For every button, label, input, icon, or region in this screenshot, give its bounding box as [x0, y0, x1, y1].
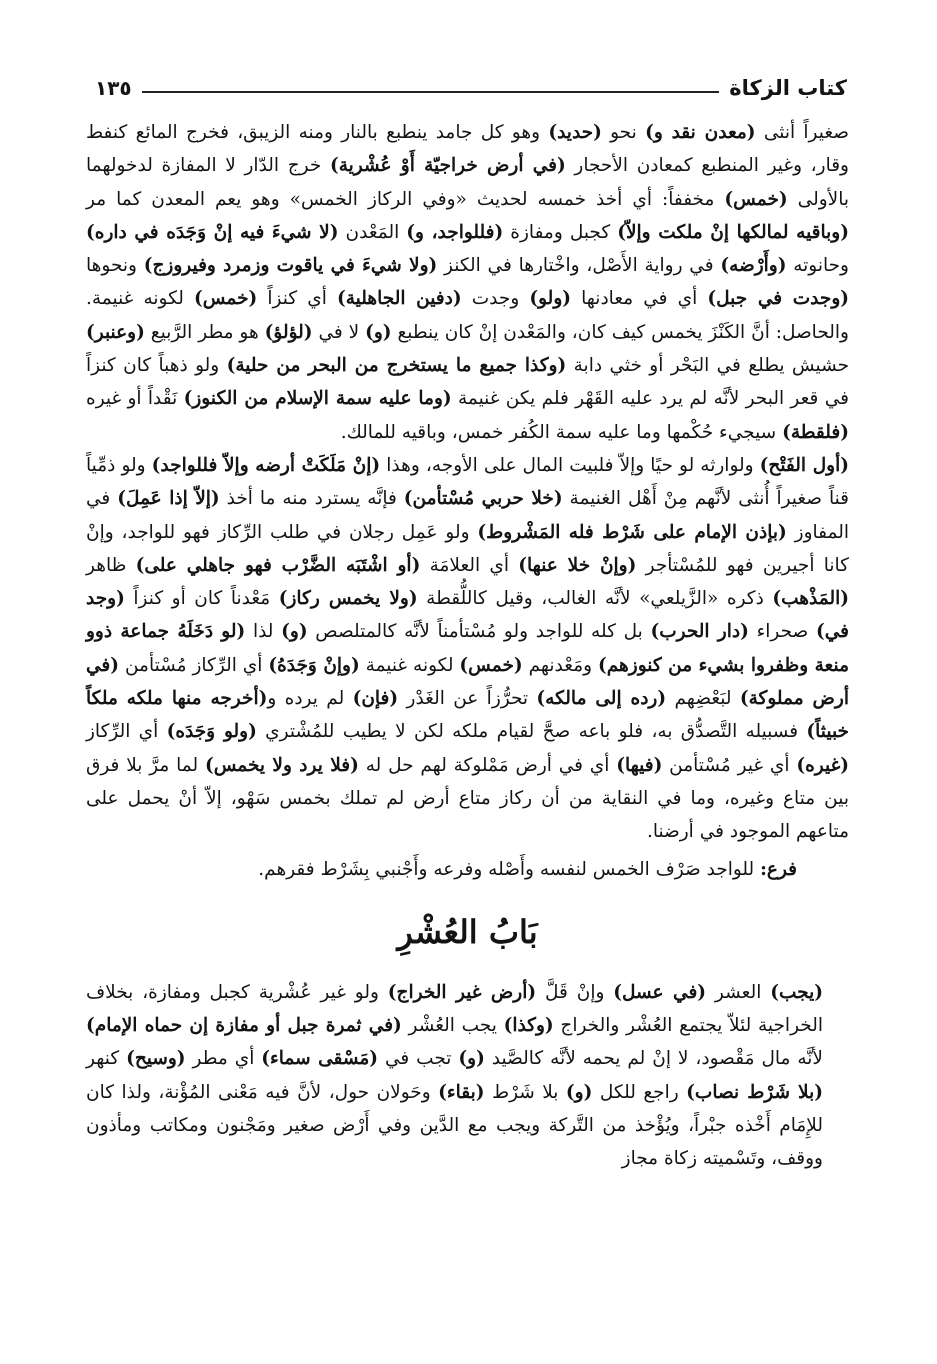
sharh-run: مخففاً: أي أخذ خمسه لحديث «وفي الركاز الخمس» وهو يعم المعدن كما مر — [86, 188, 725, 210]
sharh-run: أي الرِّكاز — [86, 721, 167, 743]
bold-matn-run: (لو دَخَلَهُ جماعة ذوو منعة وظفروا بشيء من كنوزهم) — [86, 621, 849, 676]
sharh-run: لكونه غنيمة. والحاصل: أنَّ الكَنْزَ يخمس كيف كان، والمَعْدن إنْ كان ينطبع — [86, 288, 849, 343]
bold-matn-run: (خمس) — [194, 288, 258, 310]
sharh-run: سيجيء حُكْمها وما عليه سمة الكُفر خمس، وباقيه للمالك. — [340, 421, 783, 443]
bold-matn-run: (فلقطة) — [782, 421, 849, 443]
sharh-run: ومَعْدنهم — [522, 654, 598, 676]
sharh-run: يجب العُشْر — [401, 1015, 504, 1037]
bold-matn-run: (غيره) — [796, 754, 849, 776]
bold-matn-run: (خلا حربي مُسْتأمن) — [403, 488, 563, 510]
bold-matn-run: (خمس) — [459, 654, 523, 676]
bold-matn-run: (و) — [365, 321, 392, 343]
sharh-run: في المفاوز — [86, 488, 849, 543]
bold-matn-run: (بإذن الإمام على شَرْط فله المَشْروط) — [477, 521, 787, 543]
section-title: بَابُ العُشْرِ — [397, 912, 538, 951]
sharh-run: ولوارثه لو حيًا وإلاّ فلبيت المال على الأوجه، وهذا — [380, 454, 760, 476]
bold-matn-run: (لؤلؤ) — [264, 321, 313, 343]
bold-matn-run: (وجدت في جبل) — [707, 288, 850, 310]
sharh-run: لأنَّه مال مَقْصود، لا إنْ لم يحمه لأنَّه كالصَّيد — [484, 1048, 823, 1070]
bold-matn-run: (ولا يخمس ركاز) — [278, 588, 418, 610]
running-header — [95, 70, 847, 106]
bold-matn-run: (إلاّ إذا عَمِلَ) — [117, 488, 220, 510]
bold-matn-run: (ولا شيءَ في ياقوت وزمرد وفيروزج) — [143, 255, 438, 277]
bold-matn-run: (وكذا جميع ما يستخرج من البحر من حلية) — [226, 355, 567, 377]
bold-matn-run: (فيها) — [616, 754, 663, 776]
sharh-run: تحرُّزاً عن الغَدْر — [398, 688, 537, 710]
sharh-run: ولو غير عُشْرية كجبل ومفازة، بخلاف الخراجية لئلاّ يجتمع العُشْر والخراج — [86, 981, 823, 1037]
sharh-run: ظاهر — [86, 554, 136, 576]
sharh-run: لا في — [312, 321, 366, 343]
bold-matn-run: فرع: — [760, 858, 797, 880]
sharh-run: وهو كل جامد ينطبع بالنار ومنه الزيبق، فخرج المائع كنفط وقار، وغير المنطبع كمعادن الأحجار — [86, 122, 849, 177]
sharh-run: أي غير مُسْتأمن — [662, 754, 797, 776]
sharh-run: ونحوها — [86, 255, 144, 277]
bold-matn-run: (فللواجد، و) — [406, 221, 504, 243]
bold-matn-run: (ولو) — [529, 288, 572, 310]
sharh-run: نَقْداً أو غيره — [86, 388, 184, 410]
bold-matn-run: (خمس) — [724, 188, 788, 210]
bold-matn-run: (وباقيه لمالكها إنْ ملكت وإلاّ) — [617, 221, 849, 243]
bold-matn-run: (وإنْ خلا عنها) — [518, 554, 637, 576]
sharh-run: أي الرِّكاز مُسْتأمن — [119, 654, 269, 676]
sharh-run: أي مطر — [185, 1048, 262, 1070]
sharh-run: فسبيله التَّصدُّق به، فلو باعه صحَّ لقيام ملكه لكن لا يطيب للمُشْتري — [256, 721, 807, 743]
header-rule — [142, 91, 720, 93]
sharh-run: مَعْدناً كان أو كنزاً — [124, 588, 279, 610]
sharh-run: أي العلامَة — [420, 554, 519, 576]
sharh-run: المَعْدن — [338, 221, 407, 243]
bold-matn-run: (بقاء) — [438, 1081, 485, 1103]
bold-matn-run: (أرض غير الخراج) — [387, 981, 537, 1003]
bold-matn-run: (لا شيءَ فيه إنْ وَجَدَه في داره) — [86, 221, 339, 243]
sharh-run: فإنَّه يسترد منه ما أخذ — [219, 488, 404, 510]
bold-matn-run: (دفين الجاهلية) — [336, 288, 462, 310]
sharh-run: بل كله للواجد ولو مُسْتأمناً لأنَّه كالمتلصص — [307, 621, 651, 643]
bold-matn-run: (إنْ مَلَكَتْ أرضه وإلاّ فللواجد) — [151, 454, 381, 476]
bold-matn-run: (وما عليه سمة الإسلام من الكنوز) — [183, 388, 452, 410]
bold-matn-run: (وسيح) — [126, 1048, 186, 1070]
sharh-run: أي في أرض مَمْلوكة لهم حل له — [358, 754, 617, 776]
bold-matn-run: (حديد) — [548, 122, 602, 143]
sharh-run: ولو عَمِل رجلان في طلب الرِّكاز فهو للواجد، وإنْ كانا أجيرين فهو للمُسْتأجر — [86, 521, 849, 576]
sharh-run: نحو — [601, 122, 646, 143]
bold-matn-run: (وعنبر) — [86, 321, 145, 343]
sharh-run: لما مرَّ بلا فرق بين متاع وغيره، وما في النقاية من أن ركاز متاع أرض لم تملك بخمس سَهْو، إلاّ أنْ يحمل على متاعهم الموجود في أرضنا. — [86, 754, 849, 843]
bold-matn-run: (و) — [458, 1048, 485, 1070]
bold-matn-run: (في ثمرة جبل أو مفازة إن حماه الإمام) — [86, 1015, 402, 1037]
sharh-run: العشر — [706, 981, 771, 1003]
bold-matn-run: (بلا شَرْط نصاب) — [686, 1081, 823, 1103]
bold-matn-run: (مَسْقى سماء) — [261, 1048, 379, 1070]
running-title: كتاب الزكاة — [729, 76, 847, 100]
sharh-run: وإنْ قَلَّ — [536, 981, 614, 1003]
bold-matn-run: (و) — [565, 1081, 593, 1103]
sharh-run: لكونه غنيمة — [359, 654, 460, 676]
bold-matn-run: (أخرجه منها ملكه ملكاً خبيثاً) — [86, 688, 849, 743]
bold-matn-run: (فلا يرد ولا يخمس) — [204, 754, 359, 776]
sharh-run: ولو ذهباً كان كنزاً في قعر البحر لأنَّه لم يرد عليه القَهْر فلم يكن غنيمة — [86, 355, 850, 410]
bold-matn-run: (أول الفَتْح) — [759, 454, 849, 476]
bold-matn-run: (أو اشْتَبَه الضَّرْب فهو جاهلي على) — [135, 554, 421, 576]
sharh-run: بلا شَرْط — [484, 1081, 566, 1103]
bold-matn-run: (في أرض مملوكة) — [86, 654, 849, 710]
bold-matn-run: (دار الحرب) — [650, 621, 749, 643]
bold-matn-run: (في أرض خراجيّة أَوْ عُشْرية) — [329, 155, 566, 177]
sharh-run: وحَولان حول، لأنَّ فيه مَعْنى المُؤْنة، ولذا كان للإِمَام أَخْذه جبْراً، ويُؤْخذ من التَّركة ويجب مع الدَّين وفي أَرْض صغير ومَجْنون ومكاتب ومأذون ووقف، وتَسْميته زكاة مجاز — [86, 1081, 823, 1170]
bold-matn-run: (و) — [281, 621, 308, 643]
paragraph-ushr — [86, 976, 849, 1176]
bold-matn-run: (وأَرْضه) — [720, 255, 787, 277]
bold-matn-run: (في عسل) — [613, 981, 707, 1003]
paragraph-kanz-madan — [86, 116, 849, 449]
bold-matn-run: (المَذْهب) — [772, 588, 849, 610]
sharh-run: لم يرده و — [267, 688, 353, 710]
sharh-run: خرج الدّار لا المفازة لدخولهما بالأولى — [86, 155, 849, 210]
bold-matn-run: (يجب) — [770, 981, 823, 1003]
sharh-run: وحانوته — [786, 255, 849, 277]
sharh-run: ذكره «الزَّيلعي» لأنَّه الغالب، وقيل كاللُّقطة — [417, 588, 773, 610]
bold-matn-run: (فإن) — [352, 688, 399, 710]
bold-matn-run: (وإنْ وَجَدَهُ) — [268, 654, 360, 676]
sharh-run: كنهر — [86, 1048, 127, 1070]
sharh-run: في رواية الأَصْل، واخْتارها في الكنز — [437, 255, 721, 277]
bold-matn-run: (رده إلى مالكه) — [536, 688, 667, 710]
sharh-run: ولو ذمِّياً قناً صغيراً أُنثى لأنَّهم مِنْ أَهْل الغنيمة — [86, 454, 850, 510]
sharh-run: تجب في — [378, 1048, 459, 1070]
sharh-run: حشيش يطلع في البَحْر أو خثي دابة — [566, 355, 850, 377]
body-text — [86, 116, 849, 1176]
sharh-run: وجدت — [461, 288, 530, 310]
sharh-run: كجبل ومفازة — [503, 221, 618, 243]
sharh-run: راجع للكل — [592, 1081, 687, 1103]
sharh-run: لذا — [245, 621, 282, 643]
paragraph-awwal-alfath — [86, 449, 849, 849]
bold-matn-run: (وجد في) — [86, 588, 849, 643]
bold-matn-run: (وكذا) — [503, 1015, 554, 1037]
sharh-run: صغيراً أنثى — [755, 122, 849, 143]
bold-matn-run: (ولو وَجَدَه) — [166, 721, 257, 743]
bold-matn-run: (معدن نقد و) — [645, 122, 756, 143]
sharh-run: أي في معادنها — [571, 288, 708, 310]
sharh-run: أي كنزاً — [257, 288, 337, 310]
sharh-run: هو مطر الرَّبيع — [144, 321, 265, 343]
sharh-run: صحراء — [748, 621, 816, 643]
sharh-run: للواجد صَرْف الخمس لنفسه وأَصْله وفرعه وأَجْنبي بِشَرْط فقرهم. — [258, 858, 761, 880]
sharh-run: لبَعْضِهم — [666, 688, 740, 710]
paragraph-far — [86, 853, 849, 886]
page-number: ١٣٥ — [95, 76, 132, 100]
